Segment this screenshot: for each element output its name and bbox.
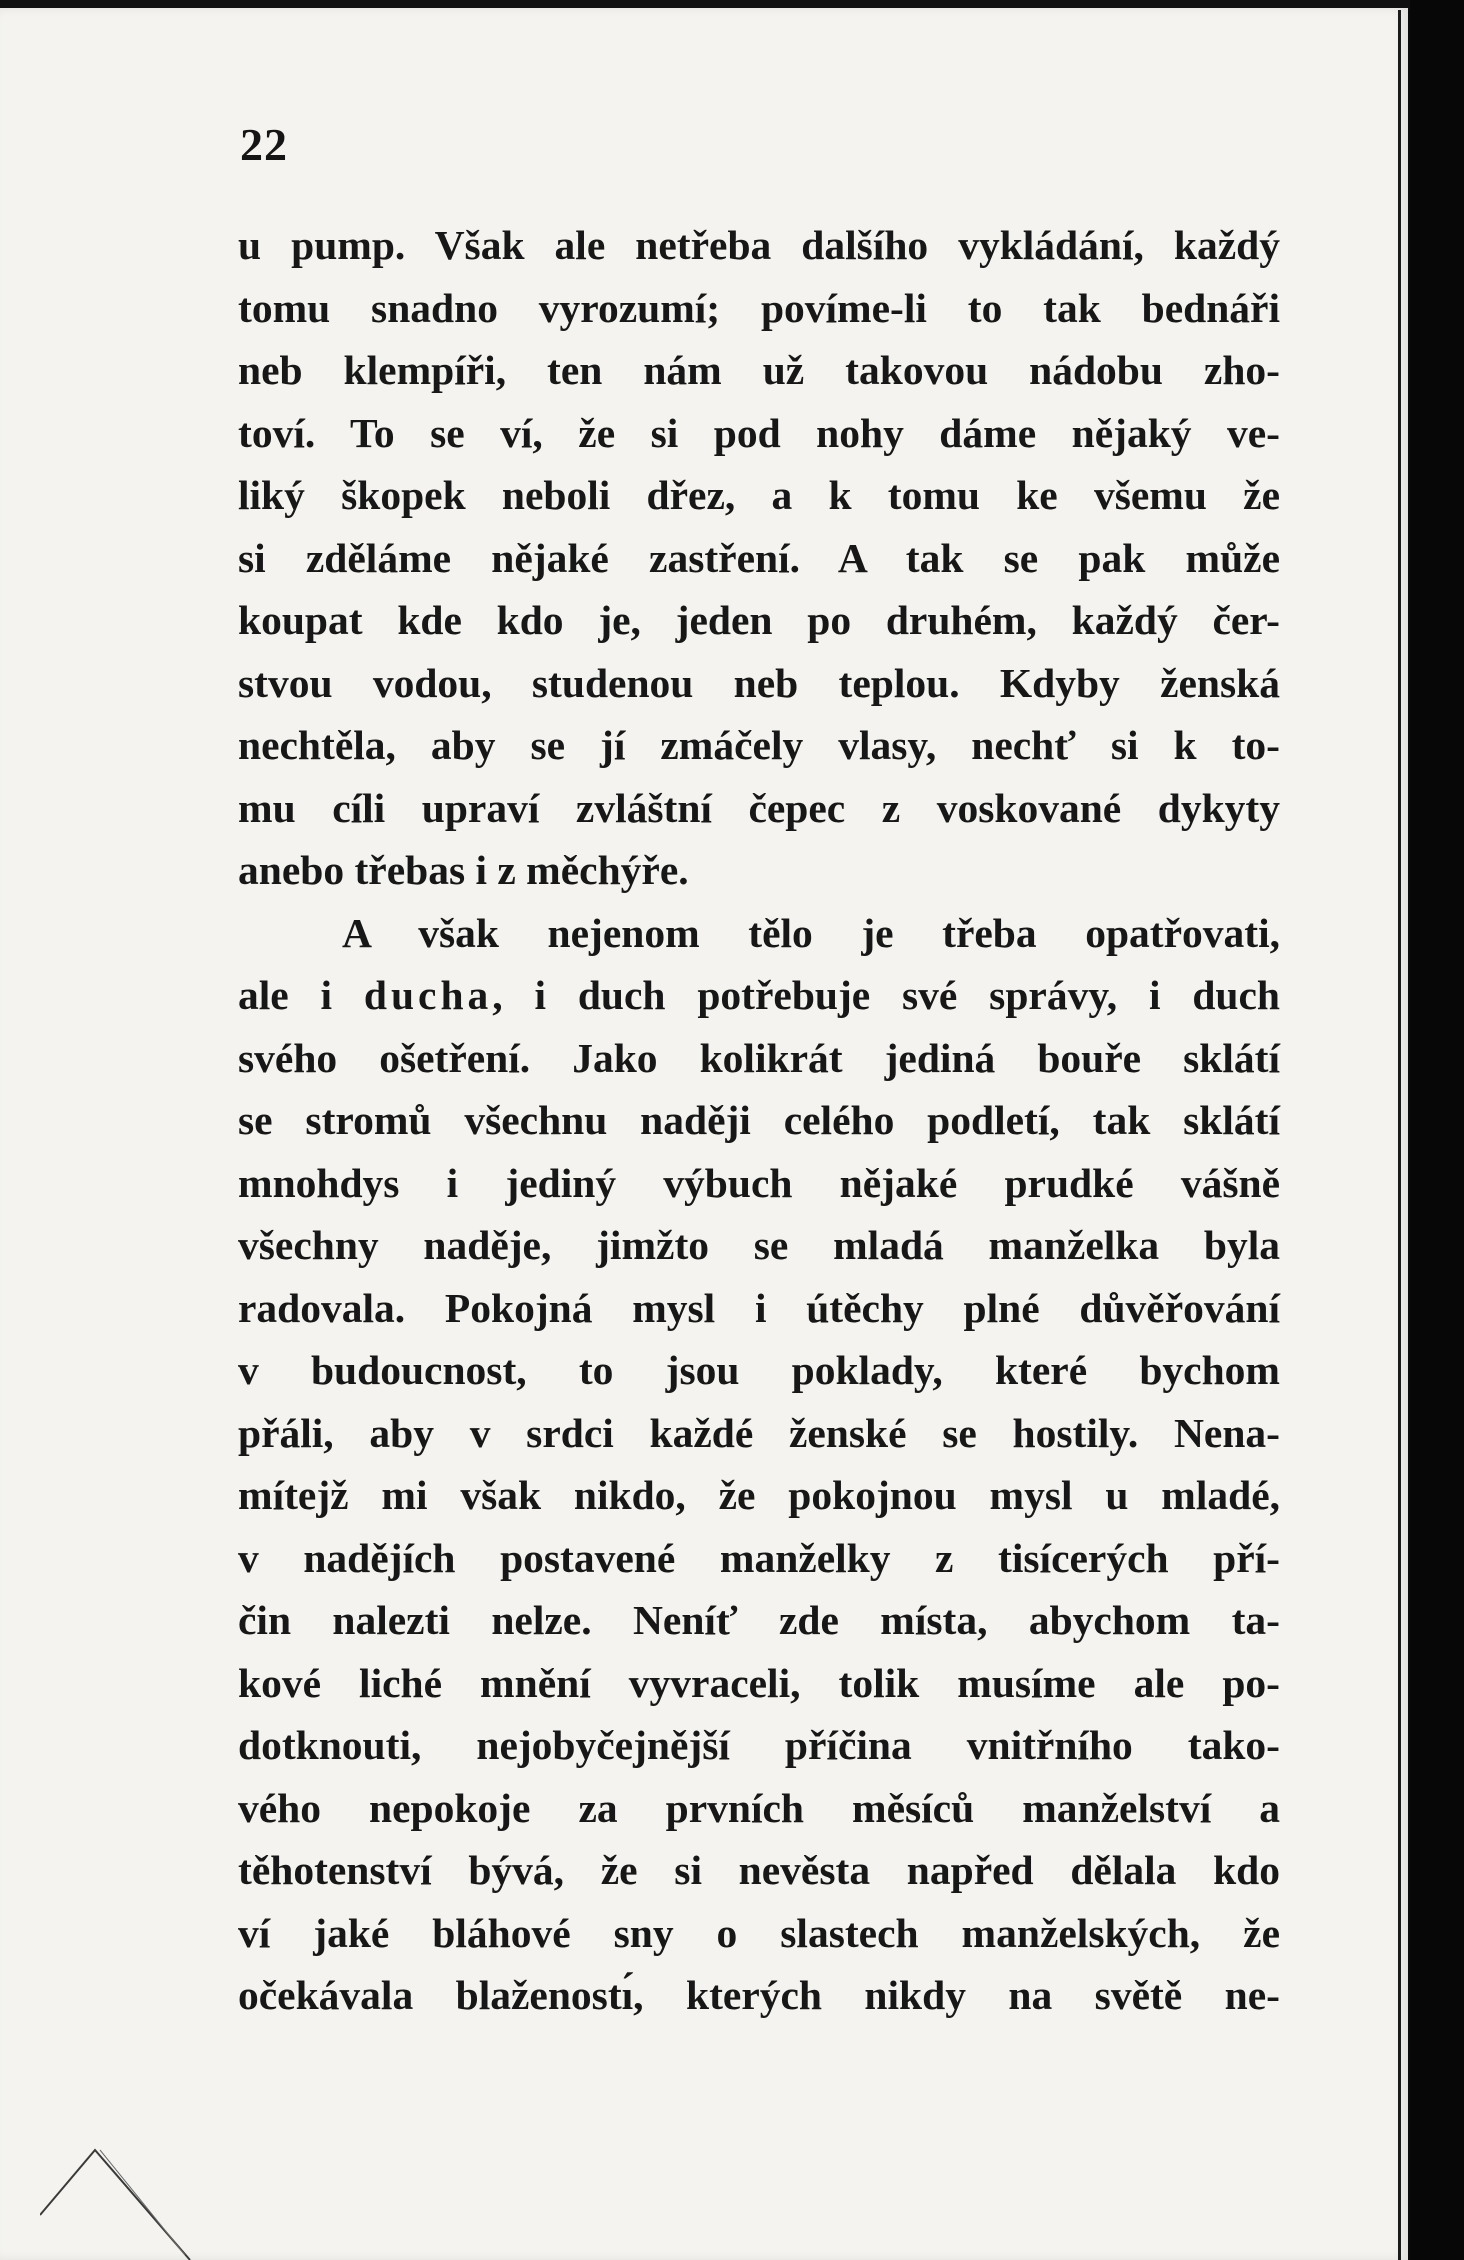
scan-background-strip bbox=[1410, 0, 1464, 2260]
text-line: očekávala blaženostı́, kterých nikdy na světě ne- bbox=[238, 1972, 1280, 2018]
text-line: přáli, aby v srdci každé ženské se hostily. Nena- bbox=[238, 1409, 1280, 1456]
text-line: všechny naděje, jimžto se mladá manželka byla bbox=[238, 1222, 1280, 1268]
page-edge-shadow bbox=[1398, 10, 1401, 2260]
text-line: kové liché mnění vyvraceli, tolik musíme ale po- bbox=[238, 1659, 1280, 1706]
text-line: mu cíli upraví zvláštní čepec z voskované dykyty bbox=[238, 784, 1280, 831]
body-text bbox=[238, 214, 1280, 2027]
text-line: stvou vodou, studenou neb teplou. Kdyby ženská bbox=[238, 659, 1280, 706]
text-line: u pump. Však ale netřeba dalšího vykládání, každý bbox=[238, 222, 1280, 268]
text-line: si zděláme nějaké zastření. A tak se pak může bbox=[238, 534, 1280, 581]
text-line: v nadějích postavené manželky z tisícerých pří- bbox=[238, 1534, 1280, 1581]
paragraph-start-line: A však nejenom tělo je třeba opatřovati, bbox=[342, 909, 1280, 956]
text-line: tomu snadno vyrozumí; povíme-li to tak bednáři bbox=[238, 284, 1280, 331]
text-line-with-spaced-word bbox=[238, 964, 1280, 1027]
text-line: anebo třebas i z měchýře. bbox=[238, 847, 689, 893]
text-line: čin nalezti nelze. Neníť zde místa, abychom ta- bbox=[238, 1597, 1280, 1643]
text-line: toví. To se ví, že si pod nohy dáme nějaký ve- bbox=[238, 409, 1280, 456]
text-line: neb klempíři, ten nám už takovou nádobu zho- bbox=[238, 347, 1280, 393]
text-line: mnohdys i jediný výbuch nějaké prudké vášně bbox=[238, 1159, 1280, 1206]
text-fragment: ale i bbox=[238, 972, 364, 1018]
page-number: 22 bbox=[240, 119, 288, 170]
text-line: radovala. Pokojná mysl i útěchy plné důvěřování bbox=[238, 1284, 1280, 1331]
text-line: nechtěla, aby se jí zmáčely vlasy, nechť si k to- bbox=[238, 722, 1280, 768]
text-line: liký škopek neboli dřez, a k tomu ke všemu že bbox=[238, 472, 1280, 518]
spaced-emphasis-word: ducha bbox=[363, 972, 493, 1018]
text-line: se stromů všechnu naději celého podletí, tak sklátí bbox=[238, 1097, 1280, 1143]
page-fold-mark bbox=[40, 2120, 200, 2260]
text-line: dotknouti, nejobyčejnější příčina vnitřního tako- bbox=[238, 1722, 1280, 1768]
text-fragment: , i duch potřebuje své správy, i duch bbox=[492, 972, 1280, 1018]
text-line: ví jaké bláhové sny o slastech manželských, že bbox=[238, 1909, 1280, 1956]
text-line: vého nepokoje za prvních měsíců manželství a bbox=[238, 1784, 1280, 1831]
text-line: v budoucnost, to jsou poklady, které bychom bbox=[238, 1347, 1280, 1393]
text-line: svého ošetření. Jako kolikrát jediná bouře sklátí bbox=[238, 1034, 1280, 1081]
text-line: mítejž mi však nikdo, že pokojnou mysl u mladé, bbox=[238, 1472, 1280, 1518]
text-line: těhotenství bývá, že si nevěsta napřed dělala kdo bbox=[238, 1847, 1280, 1893]
text-line: koupat kde kdo je, jeden po druhém, každý čer- bbox=[238, 597, 1280, 643]
